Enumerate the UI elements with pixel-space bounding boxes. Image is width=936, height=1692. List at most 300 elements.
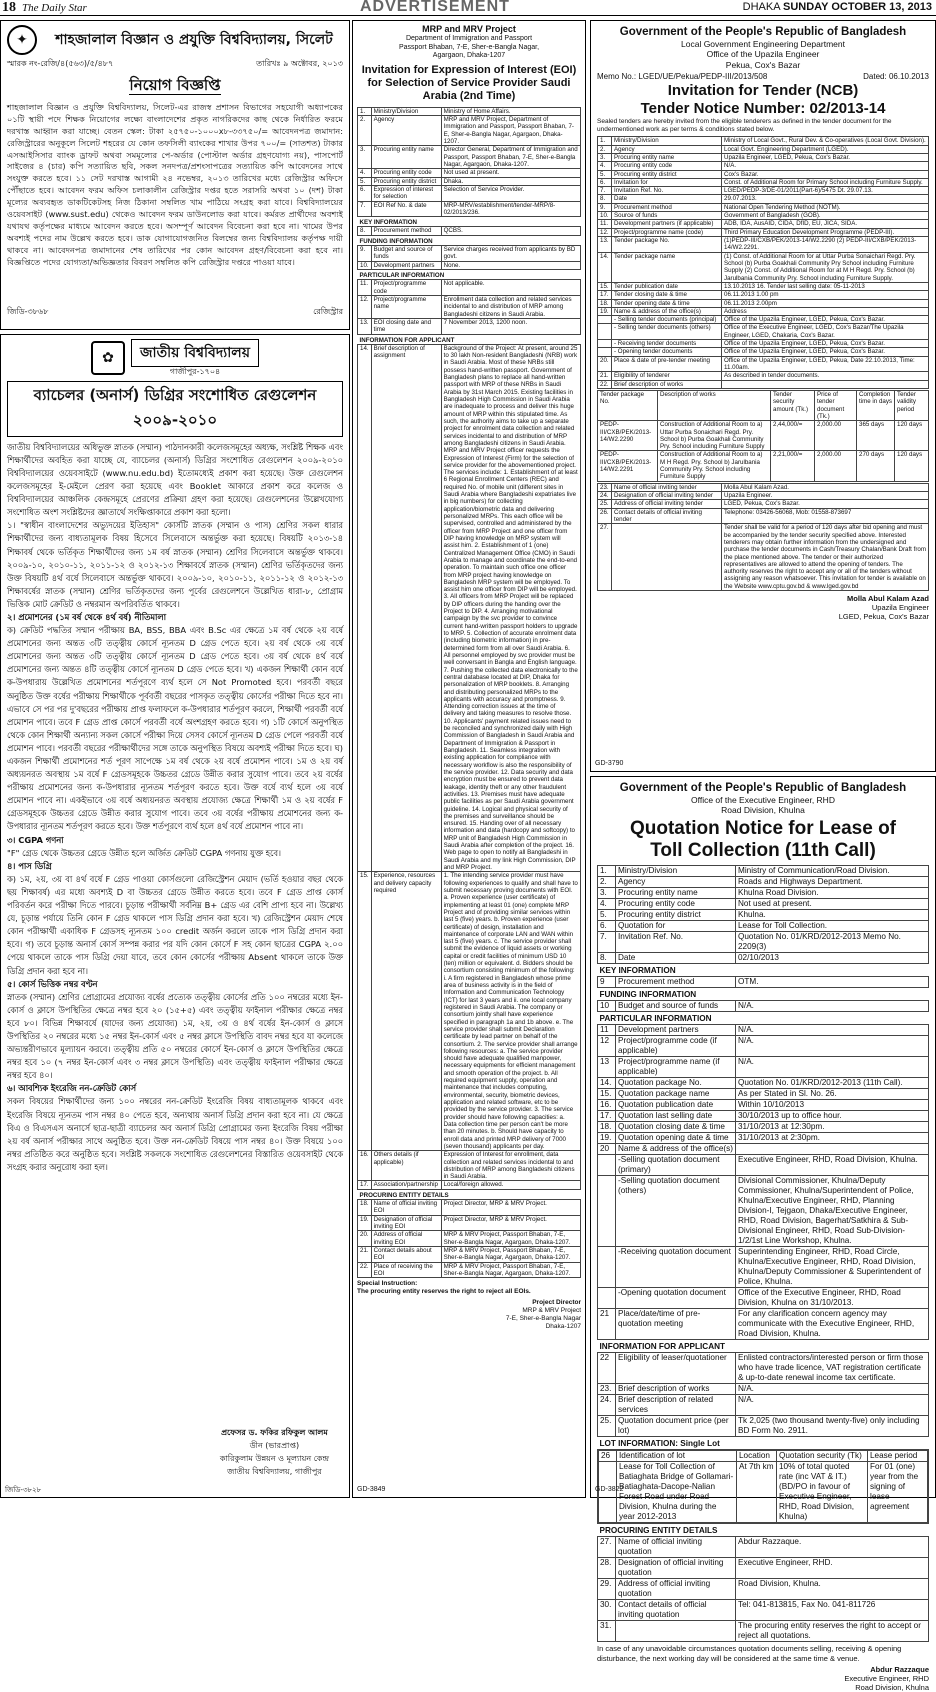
table-row [598, 237, 929, 253]
table-cell: 26. [598, 508, 612, 524]
table-cell: Address of official inviting tender [612, 500, 722, 508]
table-cell: Lease for Toll Collection. [736, 921, 929, 932]
lged-tender-ad [590, 20, 936, 772]
mrp-signature: Project Director MRP & MRV Project 7-E, Sher-e-Bangla Nagar Dhaka-1207 [505, 1299, 581, 1330]
table-row [598, 195, 929, 203]
table-row [358, 185, 581, 201]
table-row [598, 1176, 929, 1247]
table-cell: 19. [598, 307, 612, 315]
table-cell: Association/partnership [371, 1181, 441, 1189]
table-cell: 7. [598, 187, 612, 195]
table-cell: 6. [598, 178, 612, 186]
table-cell: 14. [598, 252, 612, 282]
table-cell: 17. [598, 291, 612, 299]
table-row [598, 1621, 929, 1642]
table-cell: Director General, Department of Immigration and Passport, Passport Bhaban, 7-E, Sher-e-Bangla Nagar, Agargaon, Dhaka-1207. [441, 146, 580, 169]
table-cell: N/A. [736, 1001, 929, 1012]
table-cell: 31/10/2013 at 2:30pm. [736, 1133, 929, 1144]
nu-signature: প্রফেসর ড. ফকির রফিকুল আলম ডীন (ভারপ্রাপ্ত) কারিকুলাম উন্নয়ন ও মূল্যায়ন কেন্দ্র জাতীয় বিশ্ববিদ্যালয়, গাজীপুর [219, 1428, 329, 1476]
masthead [0, 0, 936, 16]
table-cell: Brief description of works [612, 380, 722, 388]
table-row [358, 1215, 581, 1231]
table-cell: Quotation security (Tk) [777, 1451, 868, 1462]
table-cell: 14. [598, 1078, 616, 1089]
table-cell: 28. [598, 1558, 616, 1579]
lged-signature: Molla Abul Kalam Azad Upazila Engineer LGED, Pekua, Cox's Bazar [838, 594, 929, 622]
sust-logo-icon: ✦ [7, 25, 37, 55]
table-row [358, 169, 581, 177]
mrp-title: MRP and MRV Project [422, 24, 516, 34]
table-row [598, 877, 929, 888]
rhd-note: In case of any unavoidable circumstances quotation documents selling, receiving & opening disturbance, the next working day will be considered at the same time & venue. [597, 1644, 902, 1663]
table-row [598, 170, 929, 178]
table-cell: Procuring entity code [371, 169, 441, 177]
table-cell: OTM. [736, 977, 929, 988]
table-cell: 4. [598, 162, 612, 170]
table-cell: N/A. [736, 1395, 929, 1416]
table-cell: 14. [358, 344, 372, 872]
lot-row [598, 1450, 929, 1524]
table-cell [722, 380, 929, 388]
table-cell: Quotation opening date & time [616, 1133, 736, 1144]
table-cell: Quotation publication date [616, 1100, 736, 1111]
table-cell: Development partners (if applicable) [612, 220, 722, 228]
table-cell: Quotation for [616, 921, 736, 932]
nu-title: জাতীয় বিশ্ববিদ্যালয় [131, 339, 259, 367]
mrp-code: GD-3849 [357, 1486, 386, 1494]
section-header: KEY INFORMATION [599, 966, 676, 976]
table-cell: 16. [358, 1151, 372, 1181]
nu-sub: গাজীপুর-১৭০৪ [169, 367, 221, 376]
rhd-table [597, 865, 929, 1642]
nu-p6: সকল বিষয়ের শিক্ষার্থীদের জন্য ১০০ নম্বরের নন-ক্রেডিট ইংরেজি বিষয় বাধ্যতামূলক থাকবে এবং ইংরেজি বিষয়ে ন্যূনতম পাস নম্বর ৪০ পেতে হবে, অন্যথায় অনার্স ডিগ্রি প্রদান করা হবে না। যে ক্ষেত্রে বিএ ও বিএসএস অনার্সে ছাত্র-ছাত্রী ব্যাচেলর অব অনার্স ডিগ্রি প্রোগ্রামের জন্য ইংরেজি বিষয় পরীক্ষা ২য় বর্ষ অনার্স পরীক্ষার সাথে অনুষ্ঠিত হবে। উক্ত নন-ক্রেডিট বিষয়ে পাস নম্বর ৪০। উক্ত বিষয়ে ১০০ নম্বর প্রতিষ্ঠিত করে অনুষ্ঠিত হবে। সংশ্লিষ্ট সকলকে সংশোধিত রেগুলেশনের বিস্তারিত ওয়েবসাইট থেকে সংগ্রহ করার অনুরোধ করা হল। [7, 1096, 343, 1172]
lged-memo: Memo No.: LGED/UE/Pekua/PEDP-III/2013/508 [597, 72, 768, 82]
table-row [598, 1057, 929, 1078]
newspaper-name: The Daily Star [22, 1, 87, 14]
table-row [358, 246, 581, 262]
rhd-code: GD-3822 [595, 1486, 624, 1494]
table-row [358, 107, 581, 115]
table-cell: Place/date/time of pre-quotation meeting [616, 1309, 736, 1340]
table-cell [598, 1288, 616, 1309]
table-row [598, 1122, 929, 1133]
table-cell: Tender closing date & time [612, 291, 722, 299]
table-cell: 13.10.2013 16. Tender last selling date: 05-11-2013 [722, 282, 929, 290]
table-cell: 20 [598, 1144, 616, 1155]
table-cell: Contact details of official inviting quotation [616, 1600, 736, 1621]
table-cell: Procuring entity code [612, 162, 722, 170]
table-cell: Name & address of the office(s) [616, 1144, 736, 1155]
table-row [598, 187, 929, 195]
table-cell: Procuring entity name [612, 153, 722, 161]
section-header: PROCURING ENTITY DETAILS [359, 1191, 449, 1199]
table-cell: Procurement method [616, 977, 736, 988]
table-cell: Name of official inviting quotation [616, 1537, 736, 1558]
mrp-table [357, 107, 581, 1278]
table-row [358, 177, 581, 185]
table-cell: PEDP-III/CXB/PEK/2013-14/W2.2290 [598, 421, 658, 451]
table-cell: 12. [598, 228, 612, 236]
table-row [598, 1001, 929, 1012]
table-cell: 02/10/2013 [736, 953, 929, 964]
table-cell: LGED, Pekua, Cox's Bazar. [722, 500, 929, 508]
table-row [598, 356, 929, 372]
mrp-addr2: Agargaon, Dhaka-1207 [432, 52, 506, 60]
table-cell: None. [441, 261, 580, 269]
table-cell: Executive Engineer, RHD. [736, 1558, 929, 1579]
table-row [598, 380, 929, 388]
table-row [598, 212, 929, 220]
table-row [598, 421, 929, 451]
table-cell: 2,000.00 [815, 421, 857, 451]
mrp-eoi-ad [352, 20, 586, 1498]
table-cell: Tender package name [612, 252, 722, 282]
table-cell: Project/programme name (if applicable) [616, 1057, 736, 1078]
table-row [598, 228, 929, 236]
table-cell [598, 348, 612, 356]
lged-table2 [597, 483, 929, 591]
table-cell: Lease for Toll Collection of Batiaghata Bridge of Gollamari-Batiaghata-Dacope-Nalian Forest Road under Road Division, Khulna during the year 2012-2013 [617, 1462, 737, 1523]
table-row [598, 162, 929, 170]
table-cell: (1)PEDP-III/CXB/PEK/2013-14/W2.2290 (2) PEDP-III/CXB/PEK/2013-14/W2.2291. [722, 237, 929, 253]
nu-regulation-ad [0, 334, 350, 1498]
sust-code: জিডি-৩৮৬৮ [7, 307, 49, 316]
table-cell: 2. [598, 145, 612, 153]
table-cell: Designation of official inviting tender [612, 492, 722, 500]
nu-p3-heading: ৩। CGPA গণনা [7, 834, 64, 845]
table-cell: 25. [598, 1416, 616, 1437]
table-cell: Not used at present. [441, 169, 580, 177]
nu-intro: জাতীয় বিশ্ববিদ্যালয়ের অধিভুক্ত স্নাতক (সম্মান) পাঠদানকারী কলেজসমূহের অধ্যক্ষ, সংশ্লিষ্ট শিক্ষক এবং শিক্ষার্থীদের অবহিত করা যাচ্ছে যে, ব্যাচেলর (অনার্স) ডিগ্রির সংশোধিত রেগুলেশন ২০০৯-২০১০ বিশ্ববিদ্যালয়ের ওয়েবসাইটে (www.nu.edu.bd) ইতোমধ্যেই প্রকাশ করা হয়েছে। উক্ত রেগুলেশন কলেজসমূহের ই-মেইলে প্রেরণ করা হয়েছে এবং Booklet আকারে প্রকাশ করে কলেজ ও বিশ্ববিদ্যালয়ের আঞ্চলিক কেন্দ্রসমূহে প্রেরণের প্রক্রিয়া গ্রহণ করা হয়েছে। রেগুলেশনের উল্লেখযোগ্য সংশোধিত অংশ সংশ্লিষ্টদের জ্ঞাতার্থে সংক্ষিপ্তাকারে প্রকাশ করা হলো। [7, 441, 343, 518]
nu-heading2: ২০০৯-২০১০ [132, 410, 218, 429]
table-cell: 1. The intending service provider must have following experiences to qualify and shall have to submit necessary proving documents with EOI. a. Proven experience (user certificate) of implementing at least 01 (one) complete MRP Project and of providing similar services within last 5 (five) years. b. Proven experience (user certificate) of design, installation and maintenance of corporate LAN and WAN within last 5 (five) years. c. The service provider shall submit the evidence of liquid assets or working capital or credit facilities of minimum USD 10 (ten) million or equivalent. d. Bidders should be consortium consisting minimum of the following: i. A firm registered in Bangladesh whose prime area of business activity is in the field of Information and Communication Technology (ICT) for last 3 years and ii. one local company registered in Saudi Arabia. The company or consortium jointly shall have experience specified in paragraph 1a and 1b above. e. The service provider shall submit Declaration certificate by lead partner on behalf of the consortium. 2. The service provider shall arrange following resources: a. The service provider should have adequate qualified manpower, necessary equipments for efficient management and smooth operation of the project. b. All required equipment supply, operation and maintenance that includes computing, environmental, security, biometric devices, application and related software, etc to be provided by the service provider. 3. The service provider should have following capacities: a. Data collection time per person can't be more than 20 minutes. b. Should have capacity to enroll data and printed MRP delivery of 7000 (seven thousand) applicants per day. [441, 872, 580, 1151]
table-cell: Procurement method [612, 203, 722, 211]
table-row [598, 492, 929, 500]
table-cell [598, 340, 612, 348]
table-cell [598, 324, 612, 340]
table-cell: National Open Tendering Method (NOTM). [722, 203, 929, 211]
table-cell: 11. [358, 280, 372, 296]
table-cell: Office of the Upazila Engineer, LGED, Pekua, Cox's Bazar. [722, 348, 929, 356]
lged-sub1: Local Government Engineering Department [681, 39, 845, 50]
table-cell: 10 [598, 1001, 616, 1012]
table-cell: Procuring entity code [616, 899, 736, 910]
table-cell: Development partners [616, 1025, 736, 1036]
table-cell: Project/programme code [371, 280, 441, 296]
table-cell: 31. [598, 1621, 616, 1642]
table-row [598, 953, 929, 964]
table-cell: Background of the Project: At present, around 25 to 30 lakh Non-resident Bangladeshi (NRB) work in Saudi Arabia. Most of these NRBs still possess hand-written passport. Government of Bangladesh plans to replace all hand-written passport with MRP of these NRBs in Saudi Arabia by 31st March 2015. Existing facilities in Bangladesh High Commission in Saudi Arabia are inadequate to process and deliver this huge amount of MRP within this stipulated time. As such, the authority aims to take up a separate project for enrolment data collection and related services incidental to and distribution of MRP among Bangladeshi citizens in Saudi Arabia. MRP and MRV Project officer requests the Expression of Interest (Firm) for the selection of service provider for the abovementioned project. The services include: 1. Establishment of at least 6 Regional Enrollment Centers (REC) and required No. of mobile unit (different sites in Saudi Arabia where Bangladeshi expatriates live in big numbers) for collecting application/biometric data and delivering personalized MRPs. This each office will be supervised, controlled and administered by the officer from MRP Project and one officer from DIP having knowledge on MRP system will assist him. 2. Establishment of 1 (one) Centralized Management Office (CMO) in Saudi Arabia to manage and coordinate the end-to-end operation. To maintain such office one officer from MRP project having knowledge on Bangladesh MRP system will be employed. To assist him one officer from DIP will be employed. 3. All officers from MRP Project will be replaced by DIP officers during the handing over the Project to DIP. 4. Arranging motivational campaign by the svc provider to convince current hand-written passport holders to upgrade to MRP. 5. Collection of accurate enrolment data (including biometric information) in pre-determined form from all over Saudi Arabia. 6. All personnel employed by svc provider must be well conversant in Bangla and English language. 7. Pushing the collected data electronically to the central database located at DIP, Dhaka for personalization of MRP booklets. 8. Arranging and distributing personalized MRPs to the applicants with accuracy and promptness. 9. Attending correction issues at the time of delivery and taking measures to resolve those. 10. Applicants' payment related issues need to be reconciled and synchronized daily with High Commission of Bangladesh in Saudi Arabia and Department of Immigration & Passport in Bangladesh. 11. Seamless integration with existing application for compliance with necessary workflow is also the responsibility of the service provider. 12. Data security and data encryption must be ensured to prevent data leakage, identity theft or any other fraudulent activities. 13. Premises must have adequate public facilities as per Saudi Arabia government guideline. 14. Logical and physical security of the premises and surveillance should be ensured. 15. Handing over of all necessary information and data (hardcopy and softcopy) to MRP unit of Bangladesh High Commission in Saudi Arabia after completion of the project. 16. Web page to open to notify all Bangladeshi in Saudi Arabia and my link High Commission, DIP and MRP Project. [441, 344, 580, 872]
table-cell: Contact details about EOI [371, 1246, 441, 1262]
table-cell: 13. [598, 237, 612, 253]
table-cell: 6. [598, 921, 616, 932]
table-row [598, 1395, 929, 1416]
table-cell: Selection of Service Provider. [441, 185, 580, 201]
table-cell: Roads and Highways Department. [736, 877, 929, 888]
table-cell: Construction of Additional Room to a) M H Regd. Pry. School b) Jarulbania Community Pry. School including Furniture Supply [658, 451, 771, 481]
table-cell: 18. [598, 299, 612, 307]
table-cell: Divisional Commissioner, Khulna/Deputy Commissioner, Khulna/Superintendent of Police, Khulna/Executive Engineer, RHD, Planning Division-I, Tejgaon, Dhaka/Executive Engineer, RHD, Road Division, Bagerhat/Satkhira & Sub-Divisional Engineer, RHD, Road Sub-Division- 1/2/1st Line Workshop, Khulna. [736, 1176, 929, 1247]
table-cell: Location [737, 1451, 777, 1462]
table-row [358, 116, 581, 146]
table-cell: Enlisted contractors/interested person or firm those who have trade licence, VAT registration certificate & up-to-date renewal income tax certificate. [736, 1353, 929, 1384]
table-cell: As described in tender documents. [722, 372, 929, 380]
table-cell: Invitation for [612, 178, 722, 186]
table-row [598, 291, 929, 299]
table-row [598, 137, 929, 145]
mrp-dept: Department of Immigration and Passport [405, 34, 533, 42]
table-cell: N/A. [736, 1384, 929, 1395]
table-cell: Tender opening date & time [612, 299, 722, 307]
table-row [598, 1133, 929, 1144]
table-cell: Procurement method [371, 227, 441, 235]
table-row [358, 344, 581, 872]
table-cell: Office of the Upazila Engineer, LGED, Pekua, Cox's Bazar. [722, 316, 929, 324]
table-cell: PEDP-III/CXB/PEK/2013-14/W2.2291 [598, 451, 658, 481]
table-cell: Brief description of assignment [371, 344, 441, 872]
table-cell: The procuring entity reserves the right to accept or reject all quotations. [736, 1621, 929, 1642]
table-cell: Office of the Executive Engineer, RHD, Road Division, Khulna on 31/10/2013. [736, 1288, 929, 1309]
table-cell: Local/foreign allowed. [441, 1181, 580, 1189]
table-cell: Service charges received from applicants by BD govt. [441, 246, 580, 262]
table-cell: 15. [358, 872, 372, 1151]
table-cell: Eligibility of tenderer [612, 372, 722, 380]
lged-sub3: Pekua, Cox's Bazar [725, 59, 801, 70]
table-cell: 21 [598, 1309, 616, 1340]
table-cell: N/A. [736, 1057, 929, 1078]
nu-p3: "F" গ্রেড থেকে উচ্চতর গ্রেডে উন্নীত হলে অর্জিত ক্রেডিট CGPA গণনায় যুক্ত হবে। [7, 847, 281, 858]
lged-title: Government of the People's Republic of Bangladesh [619, 26, 907, 38]
table-cell: Construction of Additional Room to a) Uttar Purba Sonaichari Regd. Pry. School b) Purba Goakhali Community Pry. School including Furniture Supply [658, 421, 771, 451]
table-row [599, 1462, 928, 1523]
table-cell: 11. [598, 220, 612, 228]
section-header: INFORMATION FOR APPLICANT [359, 336, 455, 344]
table-row [598, 932, 929, 953]
section-title: ADVERTISEMENT [360, 0, 510, 15]
lged-intro: Sealed tenders are hereby invited from the eligible tenderers as defined in the tender document for the undermentioned work as per terms & conditions stated below. [597, 118, 892, 134]
lged-date: Dated: 06.10.2013 [863, 72, 929, 82]
table-row [598, 1100, 929, 1111]
table-row [598, 508, 929, 524]
lged-table [597, 136, 929, 389]
table-cell: 30/10/2013 up to office hour. [736, 1111, 929, 1122]
table-cell: Not used at present. [736, 899, 929, 910]
sust-heading: নিয়োগ বিজ্ঞপ্তি [129, 76, 221, 94]
table-cell: Experience, resources and delivery capacity required [371, 872, 441, 1151]
table-cell: Office of the Upazila Engineer, LGED, Pekua, Date 22.10.2013, Time: 11.00am. [722, 356, 929, 372]
rhd-signature: Abdur Razzaque Executive Engineer, RHD Road Division, Khulna [844, 1664, 929, 1692]
table-row [358, 227, 581, 235]
table-cell: MRP & MRV Project, Passport Bhaban, 7-E, Sher-e-Bangla Nagar, Agargaon, Dhaka-1207. [441, 1231, 580, 1247]
table-row [598, 899, 929, 910]
table-cell: Tender shall be valid for a period of 120 days after bid opening and must be accompanied by the tender security specified above. Interested tenderers may obtain further information from the undersigned and purchase the tender documents in Cash/Treasury Chalan/Bank Draft from the place mentioned above. The tender or their authorized representatives are allowed to attend the opening of tenders. The authority reserves the right to accept any or all of the tenders without assigning any reason whatsoever. This invitation for tender is available on the Website www.cptu.gov.bd & www.lged.gov.bd [722, 524, 929, 591]
table-row [598, 1111, 929, 1122]
table-cell: 22. [358, 1262, 372, 1278]
table-cell: - Selling tender documents (others) [612, 324, 722, 340]
table-cell: 2,000.00 [815, 451, 857, 481]
table-cell: 5. [598, 170, 612, 178]
rhd-sub1: Office of the Executive Engineer, RHD [691, 795, 835, 806]
table-cell [598, 1176, 616, 1247]
table-row [358, 1181, 581, 1189]
table-cell: 11 [598, 1025, 616, 1036]
table-cell: EOI closing date and time [371, 318, 441, 334]
table-cell: LGED/PEDP-3/DE-01/2011(Part-6)/5475 Dt. 29.07.13. [722, 187, 929, 195]
table-row [358, 1151, 581, 1181]
table-cell: 365 days [857, 421, 895, 451]
table-cell [612, 524, 722, 591]
section-header: FUNDING INFORMATION [359, 237, 433, 245]
table-row [358, 146, 581, 169]
nu-p5: স্নাতক (সম্মান) শ্রেণির প্রোগ্রামের প্রযোজ্য বর্ষের প্রত্যেক তত্ত্বীয় কোর্সের প্রতি ১০০ নম্বরের মধ্যে ইন-কোর্স ও ক্লাসে উপস্থিতির ক্ষেত্রে নম্বর হবে ২০ (১৫+৫) এবং তত্ত্বীয় ফাইনাল পরীক্ষার ক্ষেত্রে নম্বর হবে ৮০। বিভিন্ন শিক্ষাবর্ষে (যাদের জন্য প্রযোজ্য) ১ম, ২য়, ৩য় ও ৪র্থ বর্ষের ইন-কোর্স ও ক্লাসে উপস্থিতির ২০ নম্বরের মধ্যে ১৫ নম্বর ইন-কোর্স এবং ৫ নম্বর ক্লাসে উপস্থিতি বাবদ নম্বর হবে যা কলেজে অভ্যন্তরীণভাবে মূল্যায়ন করবে। তত্ত্বীয় প্রতি ৫০ নম্বরের কোর্সে ইন-কোর্স ও ক্লাসে উপস্থিতির ক্ষেত্রে নম্বর হবে ১০ (৭ নম্বর ইন-কোর্স এবং ৩ নম্বর ক্লাসে উপস্থিতি) এবং তত্ত্বীয় ফাইনাল পরীক্ষার ক্ষেত্রে নম্বর হবে ৪০। [7, 991, 343, 1081]
sust-date: তারিখঃ ৯ অক্টোবর, ২০১৩ [256, 59, 343, 68]
table-cell: At 7th km [737, 1462, 777, 1523]
table-row [598, 451, 929, 481]
table-cell: 06.11.2013 2.00pm [722, 299, 929, 307]
table-cell: QCBS. [441, 227, 580, 235]
table-cell: Invitation Ref. No. [616, 932, 736, 953]
table-row [358, 201, 581, 217]
section-header: PARTICULAR INFORMATION [599, 1014, 712, 1024]
table-cell: 2. [598, 877, 616, 888]
table-cell: 22. [598, 380, 612, 388]
table-cell: 19. [598, 1133, 616, 1144]
table-cell: -Selling quotation document (primary) [616, 1155, 736, 1176]
lged-code: GD-3790 [595, 760, 624, 768]
section-header: PROCURING ENTITY DETAILS [599, 1526, 718, 1536]
nu-p5-heading: ৫। কোর্স ভিত্তিক নম্বর বণ্টন [7, 978, 98, 989]
table-cell: 12 [598, 1036, 616, 1057]
issue-date: DHAKA SUNDAY OCTOBER 13, 2013 [742, 0, 932, 13]
table-cell: Completion time in days [857, 390, 895, 420]
table-cell: 21. [358, 1246, 372, 1262]
table-cell: Quotation last selling date [616, 1111, 736, 1122]
table-cell: 23. [598, 483, 612, 491]
table-row [598, 178, 929, 186]
table-cell: 10. [358, 261, 372, 269]
table-row [598, 203, 929, 211]
table-cell: Agency [616, 877, 736, 888]
table-cell: Tender security amount (Tk.) [771, 390, 815, 420]
table-cell: Name & address of the office(s) [612, 307, 722, 315]
table-row [598, 153, 929, 161]
table-cell: Description of works [658, 390, 771, 420]
table-row [598, 866, 929, 877]
table-cell: Place & date of pre-tender meeting [612, 356, 722, 372]
table-row [598, 282, 929, 290]
sust-recruitment-ad [0, 20, 350, 330]
table-cell: Designation of official inviting EOI [371, 1215, 441, 1231]
table-cell: 9. [598, 203, 612, 211]
table-cell: Contact details of official inviting tender [612, 508, 722, 524]
nu-p2: ক) ক্রেডিট পদ্ধতির সম্মান পরীক্ষায় BA, BSS, BBA এবং B.Sc এর ক্ষেত্রে ১ম বর্ষ থেকে ২য় বর্ষে প্রমোশনের জন্য অন্তত ৩টি তত্ত্বীয় কোর্সে ন্যূনতম D গ্রেড পেতে হবে। ২য় বর্ষ থেকে ৩য় বর্ষে প্রমোশনের জন্য অন্তত ৩টি তত্ত্বীয় কোর্সে ন্যূনতম D গ্রেড পেতে হবে। ৩য় বর্ষ থেকে ৪র্থ বর্ষে প্রমোশনের জন্য অন্তত ৪টি তত্ত্বীয় কোর্সে ন্যূনতম D গ্রেড পেতে হবে। খ) একজন শিক্ষার্থী কোন বর্ষে ক-উপধারায় উল্লেখিত প্রমোশনের শর্তপূরণে ব্যর্থ হলে সে Not Promoted হবে। পরবর্তী বছরে অনুষ্ঠিত উক্ত বর্ষের পরীক্ষায় শিক্ষার্থীকে পূর্ববর্তী বছরের পাসকৃত তত্ত্বীয় কোর্সের পরীক্ষা দিতে হবে না। এভাবে সে পর পর দু'বছরের পরীক্ষায় প্রাপ্ত ফলাফলে ক-উপধারার শর্তপূরণ করলে, শিক্ষার্থী পরবর্তী বর্ষে প্রমোশন পাবে। তবে F গ্রেড প্রাপ্ত কোর্সে পরবর্তী বর্ষে অংশগ্রহণ করতে হবে। গ) ১টি কোর্সে অনুপস্থিত থেকে কোন শিক্ষার্থী অন্যান্য সকল কোর্সে পরীক্ষা দিয়ে সেসব কোর্সে ন্যূনতম D গ্রেড পেলে পরবর্তী বর্ষে প্রমোশন পাবে। পরবর্তী বছরের পরীক্ষার্থীদের সঙ্গে তাকে অনুপস্থিত বিষয়ে অবশ্যই পরীক্ষা দিতে হবে। ঘ) একজন শিক্ষার্থী প্রমোশনের শর্ত পূরণ সাপেক্ষে ১ম বর্ষ থেকে ২য় বর্ষে প্রমোশন পাবে। ১ম ও ২য় বর্ষ অধ্যয়নরত অবস্থায় ১ম বর্ষে F গ্রেডসমূহকে উচ্চতর গ্রেডে উন্নীত করার সুযোগ পাবে। তবে ২য় বর্ষের পরীক্ষায় প্রমোশনের জন্য ক-উপধারার ন্যূনতম শর্তপূরণ করতে হবে। উক্ত বর্ষে ব্যর্থ হলে ৩য় বর্ষে প্রমোশন পাবে না। একইভাবে ৩য় বর্ষে অধ্যয়নরত অবস্থায় প্রযোজ্য ক্ষেত্রে শিক্ষার্থী ১ম ও ২য় বর্ষের F গ্রেডসমূহকে উচ্চতর গ্রেডে উন্নীত করার সুযোগ পাবে। তবে ৩য় বর্ষের পরীক্ষায় প্রমোশনের জন্য ক-উপধারার ন্যূনতম শর্তপূরণ করতে হবে। উক্ত শর্তপূরণে ব্যর্থ হলে ৪র্থ বর্ষে প্রমোশন পাবে না। [7, 625, 343, 832]
table-cell: Upazila Engineer. [722, 492, 929, 500]
table-cell: 5. [358, 177, 372, 185]
table-header [598, 390, 929, 420]
table-row [598, 1144, 929, 1155]
table-row [358, 1246, 581, 1262]
table-cell: 20. [598, 356, 612, 372]
table-cell: Khulna. [736, 910, 929, 921]
table-cell: Abdur Razzaque. [736, 1537, 929, 1558]
table-cell: MRP & MRV Project, Passport Bhaban, 7-E, Sher-e-Bangla Nagar, Agargaon, Dhaka-1207. [441, 1262, 580, 1278]
table-cell: Agency [371, 116, 441, 146]
table-cell: Third Primary Education Development Programme (PEDP-III). [722, 228, 929, 236]
table-cell: Not applicable. [441, 280, 580, 296]
table-cell: Quotation No. 01/KRD/2012-2013 Memo No. 2209(3) [736, 932, 929, 953]
table-cell: Quotation closing date & time [616, 1122, 736, 1133]
table-cell: Ministry/Division [612, 137, 722, 145]
table-cell: Ministry/Division [371, 107, 441, 115]
table-cell: 8. [598, 953, 616, 964]
table-cell: Ministry of Communication/Road Division. [736, 866, 929, 877]
table-cell: Office of the Upazila Engineer, LGED, Pekua, Cox's Bazar. [722, 340, 929, 348]
sust-body: শাহজালাল বিজ্ঞান ও প্রযুক্তি বিশ্ববিদ্যালয়, সিলেট-এর রাজস্ব প্রশাসন বিভাগের সহযোগী অধ্যাপকের ০১টি স্থায়ী পদে শিক্ষক নিয়োগের লক্ষ্যে বাংলাদেশের প্রকৃত নাগরিকদের কাছ থেকে নির্ধারিত ফরমে দরখাস্ত আহ্বান করা যাচ্ছে। বেতন স্কেল: টাকা ২৫৭৫০-১০০০x৮-৩৩৭৫০/= আবেদনপত্র জমাদান: রেজিস্ট্রারের অনুকূলে সিলেট শহরের যে কোন তফসিলী ব্যাংকের শাখার উপর ৭০০/= (সাতশত) টাকার এসআইসিসার ব্যাংক ড্রাফট অথবা সমমূল্যের পে-অর্ডার (পোস্টাল অর্ডার গ্রহণযোগ্য নয়), পাসপোর্ট সাইজের ৪ (চার) কপি সত্যায়িত ছবি, সকল সনদপত্র/প্রশংসাপত্রের সত্যায়িত কপি আবেদনের সাথে সংযুক্ত করতে হবে। ১১ সেট দরখাস্ত আগামী ২৪ নভেম্বর, ২০১৩ তারিখের মধ্যে রেজিস্ট্রার অফিসে পৌঁছাতে হবে। আবেদন ফরম অফিস চলাকালীন রেজিস্ট্রার দপ্তর হতে সরাসরি অথবা ১০ (দশ) টাকা মূল্যের অব্যবহৃত ডাকটিকেটসহ নিজ ঠিকানা সম্বলিত খাম পাঠিয়ে সংগ্রহ করা যাবে। বিশ্ববিদ্যালয়ের ওয়েবসাইট (www.sust.edu) থেকেও আবেদন ফরম ডাউনলোড করা যাবে। কর্মরত প্রার্থীদের অবশ্যই যথাযথ কর্তৃপক্ষের মাধ্যমে আবেদন করতে হবে। অসম্পূর্ণ আবেদন বিবেচনা করা হবে না। খামের উপর অবশ্যই পদের নাম উল্লেখ করতে হবে। ডাক যোগাযোগজনিত বিলম্বের জন্য বিশ্ববিদ্যালয় কর্তৃপক্ষ দায়ী থাকবে না। আবেদনপত্র জমাদানের শেষ তারিখের পর কোন আবেদন গ্রহণ/বিবেচনা করা হবে না। বিজ্ঞপ্তিতে পদের যোগ্যতা/অভিজ্ঞতার বিবরণ সম্বলিত কপি রেজিস্ট্রার দপ্তরে পাওয়া যাবে। [7, 102, 343, 267]
table-cell: Ministry of Home Affairs. [441, 107, 580, 115]
table-cell: For any clarification concern agency may communicate with the Executive Engineer, RHD, Road Division, Khulna. [736, 1309, 929, 1340]
table-cell: 3. [358, 146, 372, 169]
table-cell: 6. [358, 185, 372, 201]
table-cell: 18. [358, 1200, 372, 1216]
table-row [598, 1384, 929, 1395]
table-row [598, 1309, 929, 1340]
table-row [598, 1036, 929, 1057]
table-cell: Brief description of related services [616, 1395, 736, 1416]
table-cell: Government of Bangladesh (GOB). [722, 212, 929, 220]
table-cell: 4. [358, 169, 372, 177]
table-cell: N/A. [722, 162, 929, 170]
nu-code: জিডি-৩৮২৮ [5, 1486, 42, 1495]
table-row [598, 1155, 929, 1176]
table-cell: 2,44,000/= [771, 421, 815, 451]
table-row [598, 1025, 929, 1036]
table-cell: Source of funds [612, 212, 722, 220]
table-row [598, 252, 929, 282]
table-cell: 1. [598, 137, 612, 145]
sust-signer: রেজিস্ট্রার [313, 307, 343, 316]
table-header [599, 1451, 928, 1462]
table-cell: 26 [599, 1451, 617, 1462]
table-cell: 120 days [895, 451, 929, 481]
table-cell: 3. [598, 888, 616, 899]
table-cell: 15. [598, 282, 612, 290]
table-cell: 5. [598, 910, 616, 921]
nu-p6-heading: ৬। আবশ্যিক ইংরেজি নন-ক্রেডিট কোর্স [7, 1083, 136, 1094]
table-cell: Local Govt. Engineering Department (LGED). [722, 145, 929, 153]
table-cell: Procuring entity name [371, 146, 441, 169]
table-cell: Project/programme name [371, 295, 441, 318]
table-row [358, 318, 581, 334]
table-cell: 19. [358, 1215, 372, 1231]
table-cell: 27. [598, 524, 612, 591]
table-cell: Project Director, MRP & MRV Project. [441, 1215, 580, 1231]
table-row [598, 888, 929, 899]
table-cell: Within 10/10/2013 [736, 1100, 929, 1111]
table-row [358, 1200, 581, 1216]
table-row [598, 307, 929, 315]
table-row [598, 977, 929, 988]
table-cell: Procuring entity district [616, 910, 736, 921]
table-row [598, 500, 929, 508]
table-cell [598, 316, 612, 324]
table-cell: MRP-MRV/establishment/tender-MRP/8-02/2013/236. [441, 201, 580, 217]
table-cell [598, 1155, 616, 1176]
table-row [358, 872, 581, 1151]
page-number: 18 [2, 0, 16, 15]
table-cell: 23. [598, 1384, 616, 1395]
table-cell: Project/programme name (code) [612, 228, 722, 236]
table-row [598, 372, 929, 380]
